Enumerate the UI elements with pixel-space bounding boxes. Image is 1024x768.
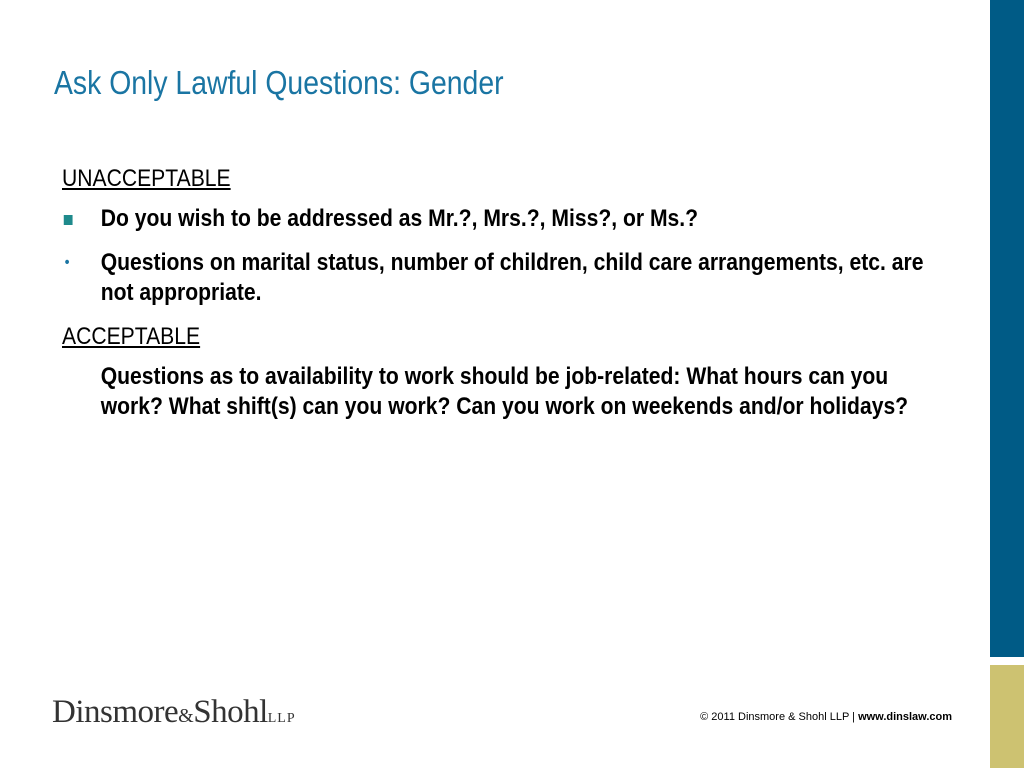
footer-separator: | [852, 711, 855, 723]
company-logo [52, 694, 296, 731]
acceptable-heading: ACCEPTABLE [62, 323, 201, 350]
logo-part1: Dinsmore [52, 694, 179, 730]
bullet-item-1 [62, 204, 942, 234]
square-bullet-icon [64, 215, 73, 225]
copyright-text: © 2011 Dinsmore & Shohl LLP [700, 711, 850, 723]
footer [700, 711, 952, 723]
unacceptable-heading: UNACCEPTABLE [62, 165, 231, 192]
dot-bullet-icon: • [64, 254, 70, 271]
slide-content [62, 164, 942, 422]
website-link[interactable]: www.dinslaw.com [858, 711, 952, 723]
logo-part2: Shohl [193, 694, 268, 730]
logo-suffix: LLP [267, 711, 296, 726]
acceptable-paragraph-text: Questions as to availability to work should be job-related: What hours can you work? What shift(s) can you work? Can you work on weekends and/or holidays? [100, 363, 909, 420]
sidebar-accent-blue [990, 0, 1024, 657]
sidebar-accent-gold [990, 665, 1024, 768]
acceptable-paragraph [62, 362, 942, 422]
bullet-item-2 [62, 248, 942, 308]
bullet-item-2-text: Questions on marital status, number of children, child care arrangements, etc. are not appropriate. [100, 249, 924, 306]
slide-title: Ask Only Lawful Questions: Gender [54, 64, 504, 101]
bullet-item-1-text: Do you wish to be addressed as Mr.?, Mrs.?, Miss?, or Ms.? [100, 205, 699, 232]
logo-ampersand: & [178, 705, 194, 727]
